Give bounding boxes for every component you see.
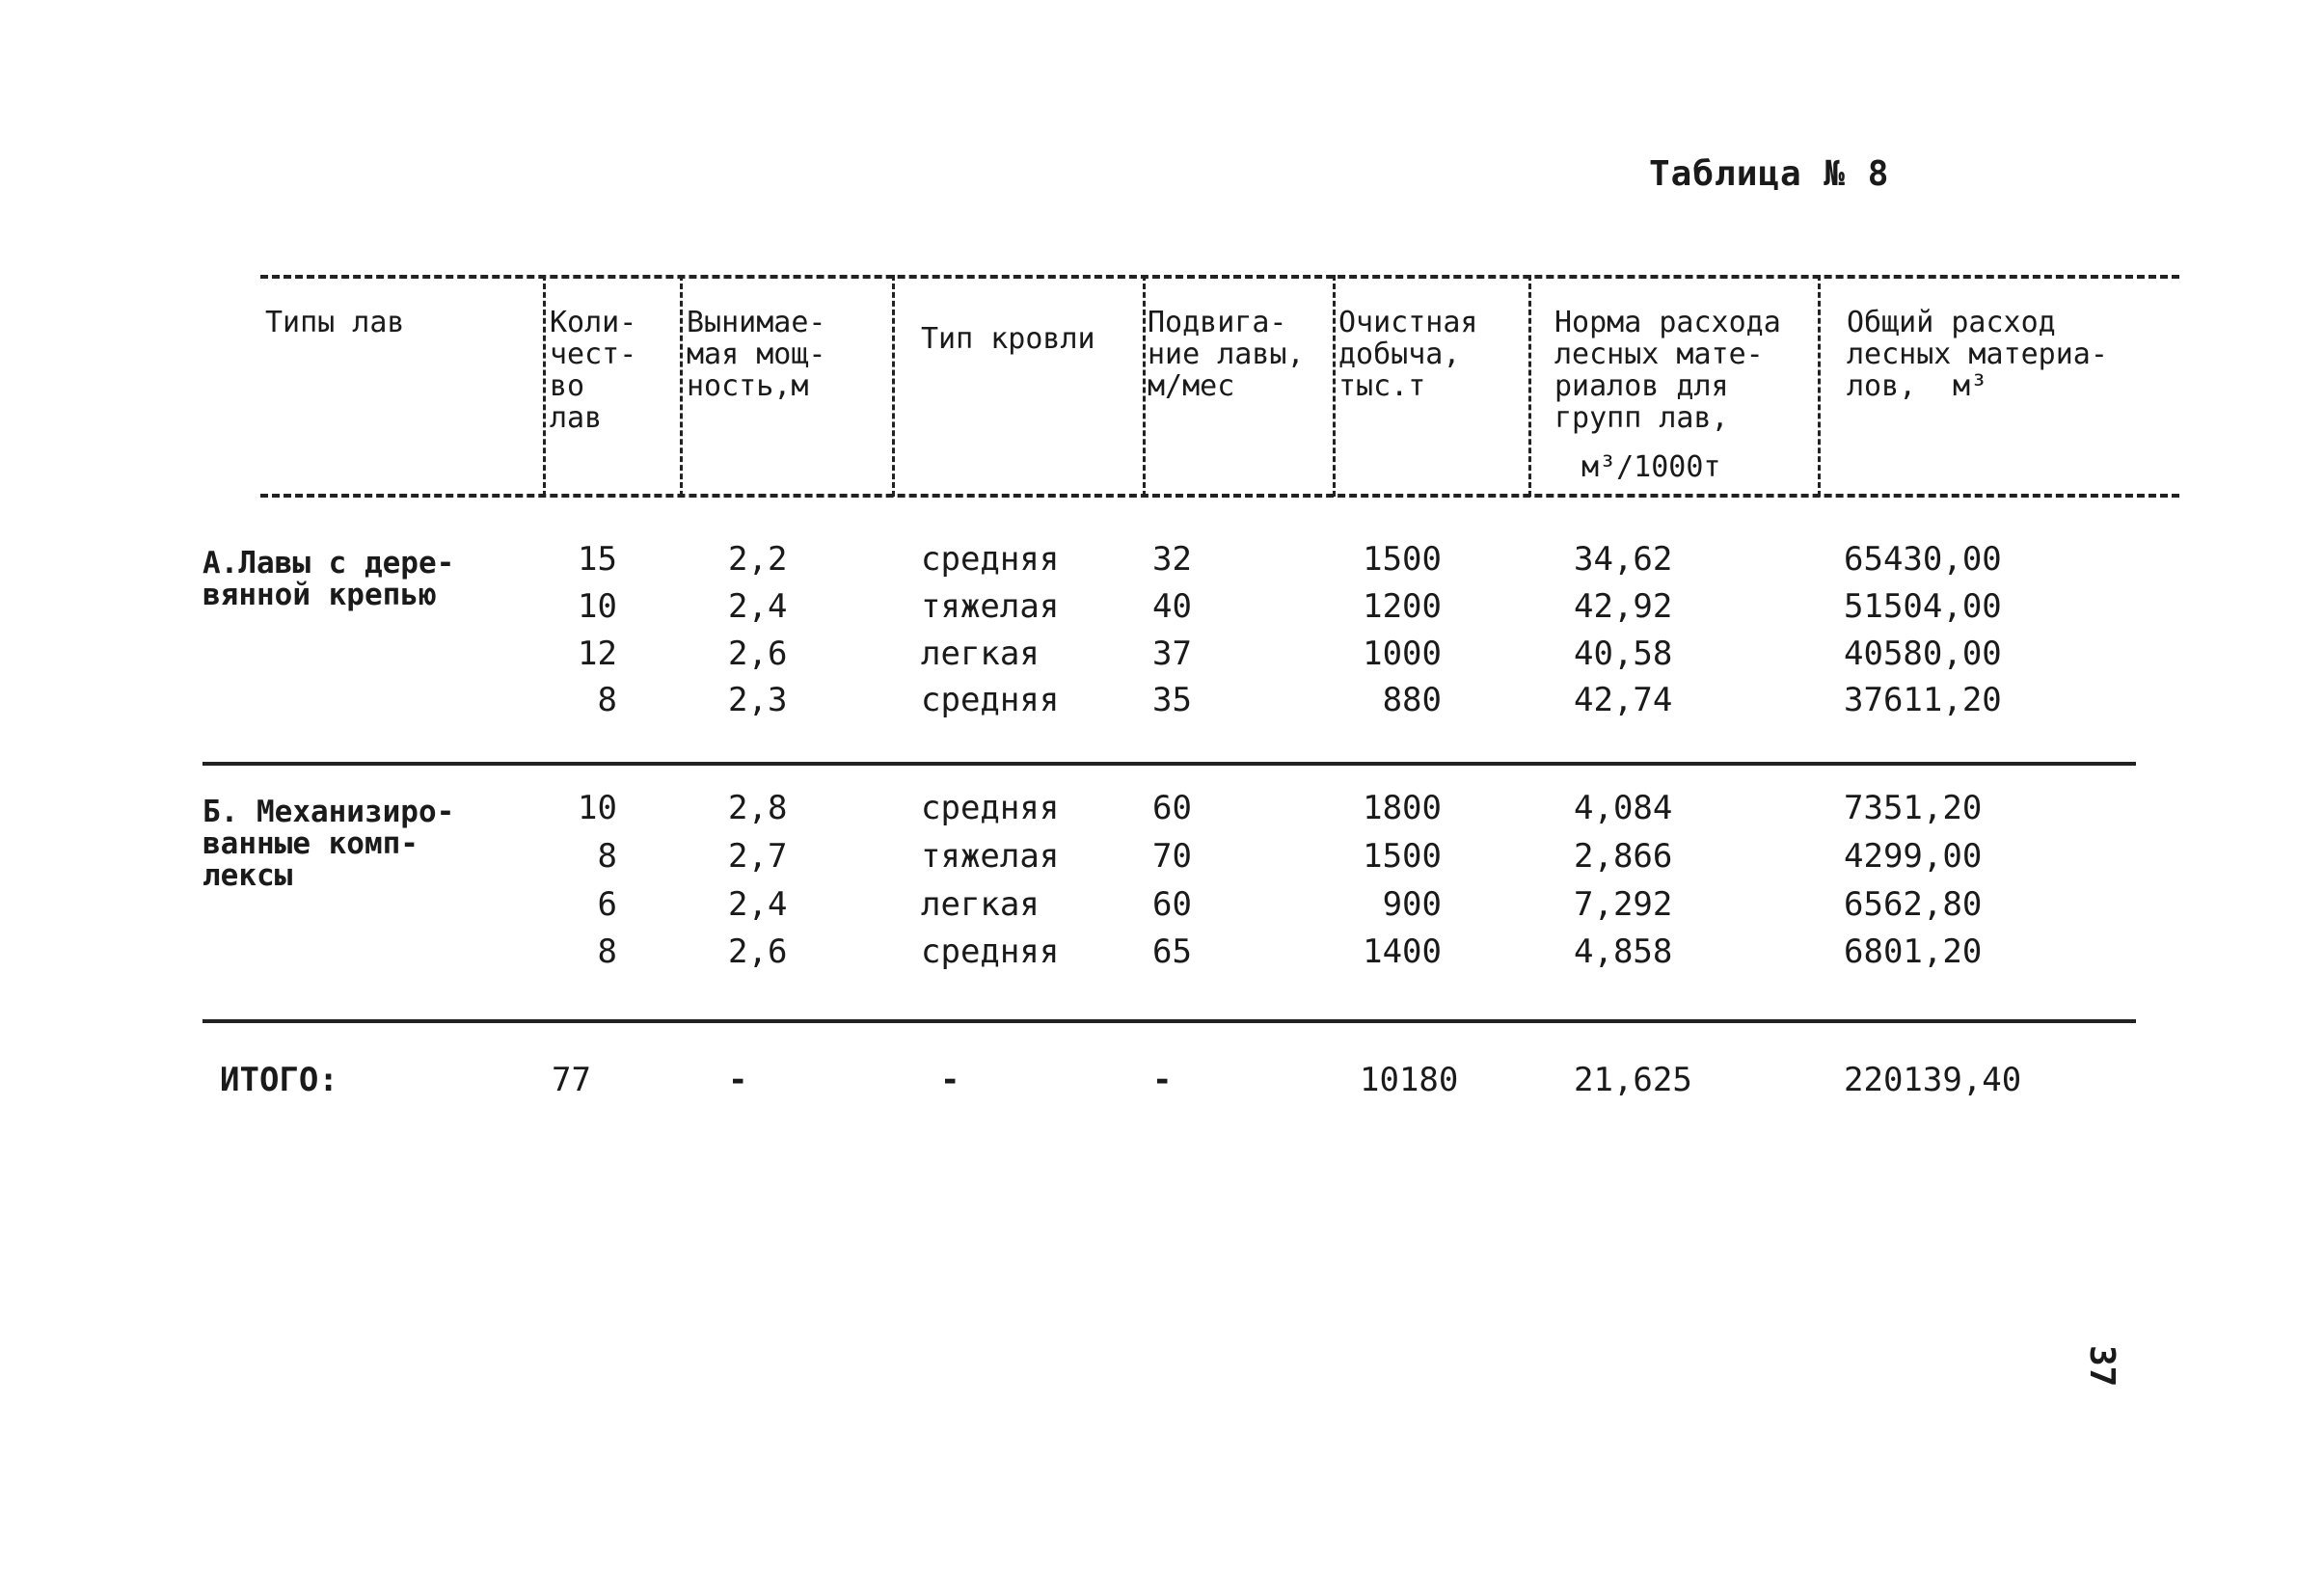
- total-norm: 21,625: [1574, 1061, 1692, 1099]
- cell-thickness: 2,4: [728, 885, 788, 924]
- cell-roof: средняя: [921, 789, 1060, 827]
- header-total-unit: м³: [1953, 369, 1988, 403]
- cell-output: 1200: [1363, 587, 1442, 626]
- header-col-sep: [1528, 275, 1531, 497]
- cell-total: 37611,20: [1844, 681, 2002, 719]
- cell-roof: легкая: [921, 885, 1040, 924]
- header-norm-unit: м³/1000т: [1581, 450, 1721, 484]
- header-col-sep: [892, 275, 895, 497]
- cell-output: 900: [1382, 885, 1442, 924]
- cell-advance: 60: [1152, 789, 1192, 827]
- header-output: Очистная добыча, тыс.т: [1338, 306, 1478, 403]
- cell-advance: 65: [1152, 932, 1192, 971]
- cell-total: 51504,00: [1844, 587, 2002, 626]
- cell-roof: тяжелая: [921, 837, 1060, 876]
- cell-count: 6: [597, 885, 617, 924]
- header-col-sep: [680, 275, 683, 497]
- cell-total: 6562,80: [1844, 885, 1983, 924]
- cell-total: 65430,00: [1844, 540, 2002, 579]
- cell-advance: 35: [1152, 681, 1192, 719]
- cell-output: 1800: [1363, 789, 1442, 827]
- group-label-b: Б. Механизиро- ванные комп- лексы: [203, 795, 455, 893]
- cell-total: 40580,00: [1844, 635, 2002, 673]
- cell-count: 10: [578, 789, 617, 827]
- cell-roof: средняя: [921, 932, 1060, 971]
- cell-count: 12: [578, 635, 617, 673]
- header-total-text: Общий расход лесных материа- лов,: [1847, 306, 2108, 403]
- cell-thickness: 2,2: [728, 540, 788, 579]
- cell-thickness: 2,6: [728, 635, 788, 673]
- cell-norm: 40,58: [1574, 635, 1673, 673]
- header-lava-types: Типы лав: [265, 306, 405, 339]
- header-count: Коли- чест- во лав: [550, 306, 637, 435]
- header-top-rule: [260, 275, 2179, 279]
- cell-output: 880: [1382, 681, 1442, 719]
- total-thickness: -: [728, 1061, 748, 1099]
- table-caption: Таблица № 8: [1649, 154, 1890, 194]
- cell-output: 1000: [1363, 635, 1442, 673]
- cell-count: 10: [578, 587, 617, 626]
- cell-output: 1500: [1363, 540, 1442, 579]
- header-bottom-rule: [260, 494, 2179, 498]
- cell-roof: тяжелая: [921, 587, 1060, 626]
- total-total: 220139,40: [1844, 1061, 2022, 1099]
- header-norm: [1554, 307, 1781, 434]
- cell-advance: 40: [1152, 587, 1192, 626]
- header-col-sep: [543, 275, 546, 497]
- header-col-sep: [1143, 275, 1146, 497]
- cell-total: 4299,00: [1844, 837, 1983, 876]
- total-output: 10180: [1360, 1061, 1459, 1099]
- group-separator: [203, 762, 2136, 766]
- header-advance: Подвига- ние лавы, м/мес: [1148, 306, 1305, 403]
- header-thickness: Вынимае- мая мощ- ность,м: [687, 306, 826, 403]
- cell-thickness: 2,7: [728, 837, 788, 876]
- cell-norm: 4,858: [1574, 932, 1673, 971]
- total-separator: [203, 1019, 2136, 1023]
- cell-output: 1400: [1363, 932, 1442, 971]
- cell-total: 7351,20: [1844, 789, 1983, 827]
- cell-roof: средняя: [921, 540, 1060, 579]
- header-col-sep: [1333, 275, 1336, 497]
- cell-norm: 4,084: [1574, 789, 1673, 827]
- cell-norm: 42,92: [1574, 587, 1673, 626]
- cell-norm: 7,292: [1574, 885, 1673, 924]
- total-advance: -: [1152, 1061, 1173, 1099]
- total-roof: -: [940, 1061, 960, 1099]
- group-label-a: А.Лавы с дере- вянной крепью: [203, 546, 455, 612]
- cell-thickness: 2,6: [728, 932, 788, 971]
- cell-roof: средняя: [921, 681, 1060, 719]
- cell-thickness: 2,3: [728, 681, 788, 719]
- cell-count: 8: [597, 932, 617, 971]
- total-label: ИТОГО:: [220, 1061, 338, 1099]
- cell-thickness: 2,8: [728, 789, 788, 827]
- cell-norm: 2,866: [1574, 837, 1673, 876]
- cell-advance: 60: [1152, 885, 1192, 924]
- cell-advance: 37: [1152, 635, 1192, 673]
- cell-total: 6801,20: [1844, 932, 1983, 971]
- total-count: 77: [552, 1061, 591, 1099]
- cell-roof: легкая: [921, 635, 1040, 673]
- header-norm-text: Норма расхода лесных мате- риалов для групп лав,: [1554, 306, 1781, 435]
- cell-advance: 70: [1152, 837, 1192, 876]
- cell-count: 8: [597, 837, 617, 876]
- cell-thickness: 2,4: [728, 587, 788, 626]
- cell-norm: 42,74: [1574, 681, 1673, 719]
- cell-norm: 34,62: [1574, 540, 1673, 579]
- header-col-sep: [1818, 275, 1821, 497]
- cell-count: 15: [578, 540, 617, 579]
- header-roof-type: Тип кровли: [921, 322, 1095, 356]
- cell-count: 8: [597, 681, 617, 719]
- cell-advance: 32: [1152, 540, 1192, 579]
- cell-output: 1500: [1363, 837, 1442, 876]
- page-number: 37: [2082, 1345, 2121, 1388]
